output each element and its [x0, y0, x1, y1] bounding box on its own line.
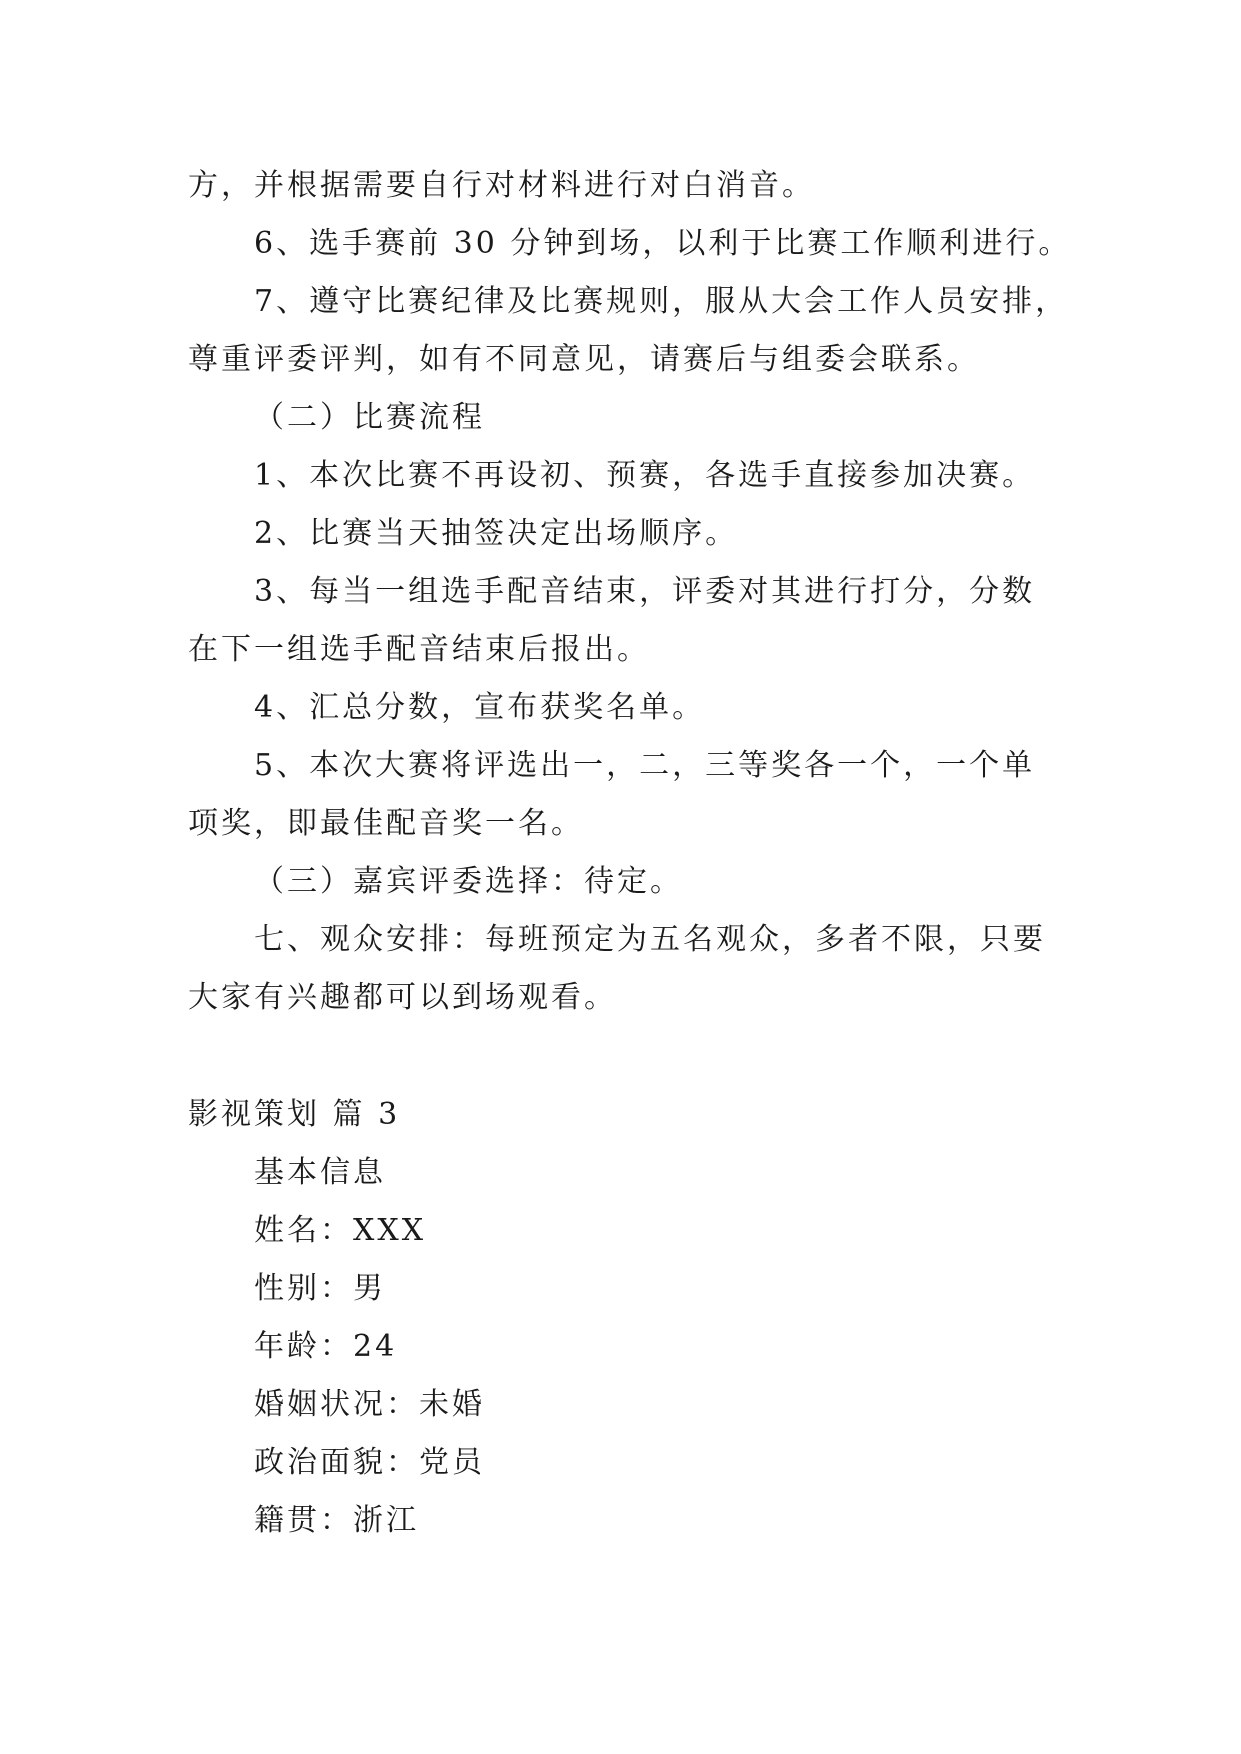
paragraph-line: 3、每当一组选手配音结束，评委对其进行打分，分数: [254, 574, 1036, 609]
paragraph-line: 七、观众安排：每班预定为五名观众，多者不限，只要: [254, 922, 1046, 957]
paragraph-line: 大家有兴趣都可以到场观看。: [188, 980, 617, 1015]
paragraph-line: 尊重评委评判，如有不同意见，请赛后与组委会联系。: [188, 342, 980, 377]
paragraph-line: 5、本次大赛将评选出一，二，三等奖各一个，一个单: [254, 748, 1036, 783]
info-line-marital-status: 婚姻状况：未婚: [254, 1387, 485, 1422]
article-title: 影视策划 篇 3: [188, 1097, 401, 1132]
paragraph-line: 6、选手赛前 30 分钟到场，以利于比赛工作顺利进行。: [254, 226, 1072, 261]
paragraph-line: 2、比赛当天抽签决定出场顺序。: [254, 516, 739, 551]
paragraph-line: 7、遵守比赛纪律及比赛规则，服从大会工作人员安排，: [254, 284, 1069, 319]
info-line-political-status: 政治面貌：党员: [254, 1445, 485, 1480]
info-line-name: 姓名：XXX: [254, 1213, 427, 1248]
info-line-gender: 性别：男: [254, 1271, 386, 1306]
paragraph-line: 在下一组选手配音结束后报出。: [188, 632, 650, 667]
info-line-native-place: 籍贯：浙江: [254, 1503, 419, 1538]
paragraph-line: 方，并根据需要自行对材料进行对白消音。: [188, 168, 815, 203]
paragraph-line: 4、汇总分数，宣布获奖名单。: [254, 690, 706, 725]
paragraph-line: 1、本次比赛不再设初、预赛，各选手直接参加决赛。: [254, 458, 1036, 493]
section-heading: （三）嘉宾评委选择：待定。: [254, 864, 683, 899]
section-heading: 基本信息: [254, 1155, 386, 1190]
info-line-age: 年龄：24: [254, 1329, 398, 1364]
section-heading: （二）比赛流程: [254, 400, 485, 435]
paragraph-line: 项奖，即最佳配音奖一名。: [188, 806, 584, 841]
